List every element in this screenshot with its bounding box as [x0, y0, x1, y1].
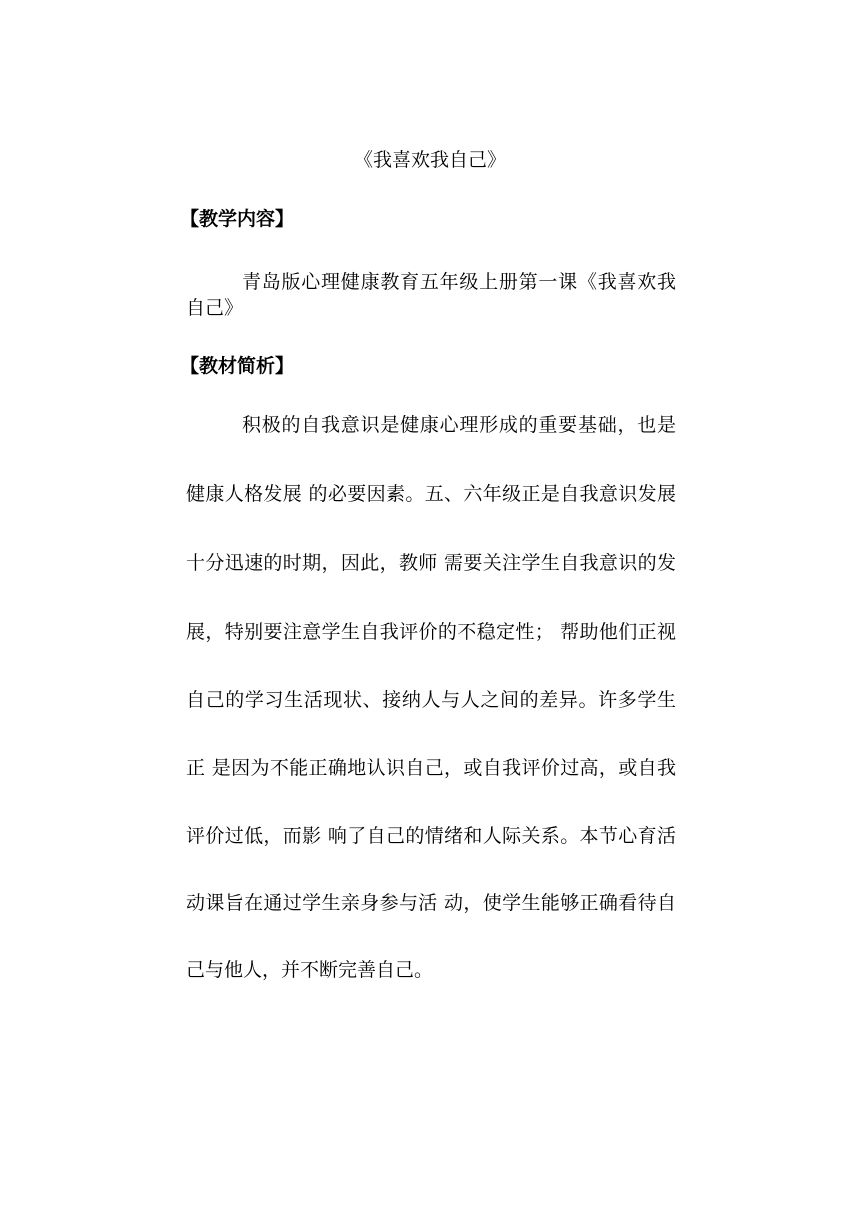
- analysis-line-6: 正 是因为不能正确地认识自己，或自我评价过高，或自我: [186, 757, 676, 779]
- section-heading-content: 【教学内容】: [180, 208, 295, 230]
- content-line-2: 自己》: [186, 297, 244, 319]
- content-line-1: 青岛版心理健康教育五年级上册第一课《我喜欢我: [242, 271, 676, 293]
- analysis-line-2: 健康人格发展 的必要因素。五、六年级正是自我意识发展: [186, 483, 676, 505]
- analysis-line-8: 动课旨在通过学生亲身参与活 动，使学生能够正确看待自: [186, 892, 676, 914]
- analysis-line-1: 积极的自我意识是健康心理形成的重要基础，也是: [242, 414, 676, 436]
- document-title: 《我喜欢我自己》: [353, 149, 506, 171]
- analysis-line-7: 评价过低，而影 响了自己的情绪和人际关系。本节心育活: [186, 825, 676, 847]
- analysis-line-5: 自己的学习生活现状、接纳人与人之间的差异。许多学生: [186, 689, 676, 711]
- analysis-line-3: 十分迅速的时期，因此，教师 需要关注学生自我意识的发: [186, 552, 676, 574]
- analysis-line-9: 己与他人，并不断完善自己。: [186, 959, 434, 981]
- section-heading-analysis: 【教材简析】: [180, 355, 295, 377]
- analysis-line-4: 展，特别要注意学生自我评价的不稳定性； 帮助他们正视: [186, 621, 676, 643]
